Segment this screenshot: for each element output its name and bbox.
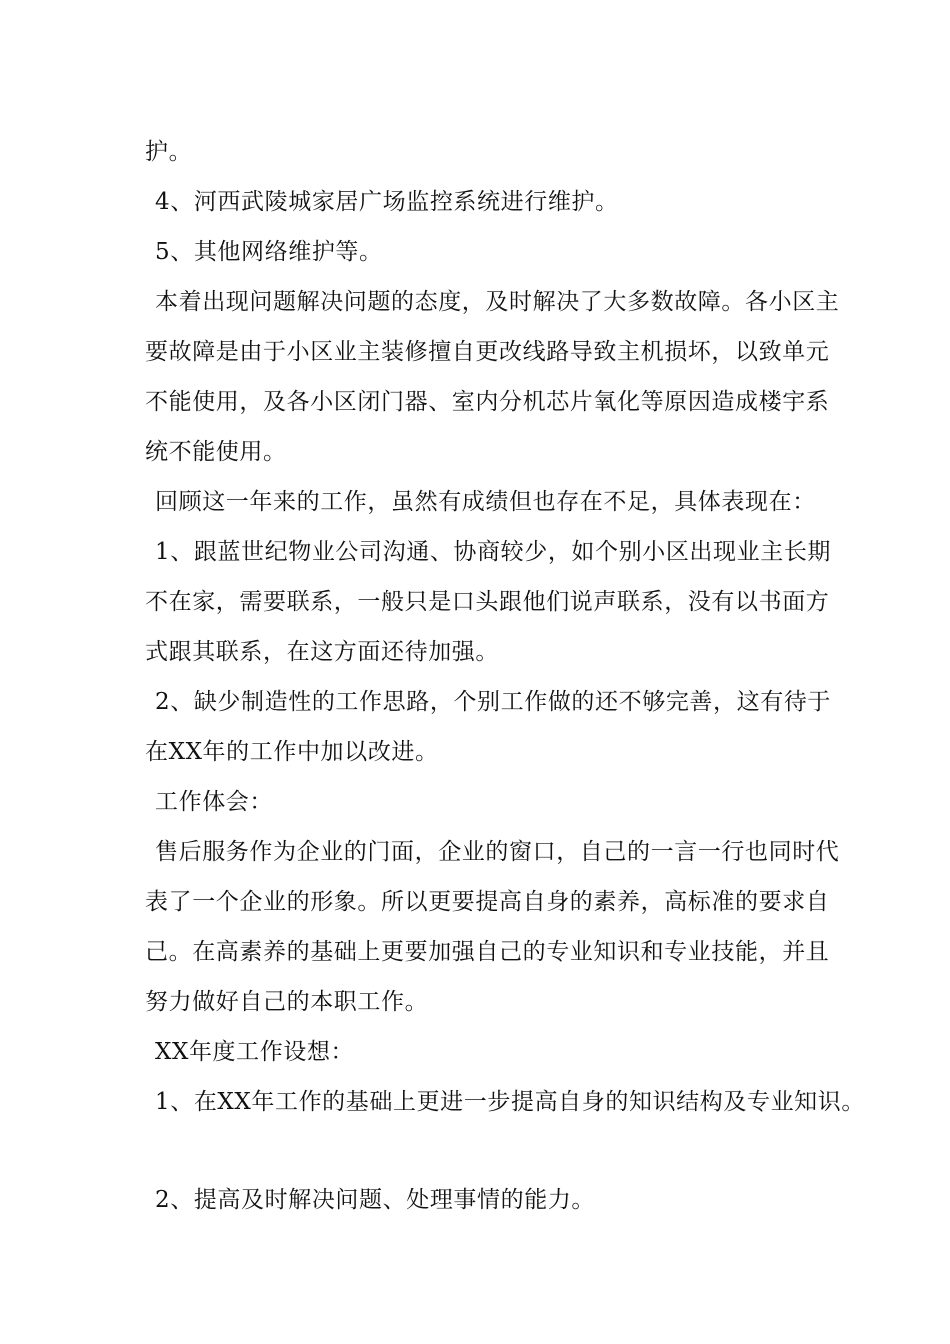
section-heading: XX年度工作设想： [155, 1039, 355, 1065]
section-heading: 工作体会： [155, 789, 273, 815]
text-line: 不在家，需要联系，一般只是口头跟他们说声联系，没有以书面方 [145, 589, 830, 615]
text-line: 回顾这一年来的工作，虽然有成绩但也存在不足，具体表现在： [155, 489, 816, 515]
text-line: 2、提高及时解决问题、处理事情的能力。 [155, 1187, 596, 1213]
text-line: 努力做好自己的本职工作。 [145, 989, 429, 1015]
text-line: 要故障是由于小区业主装修擅自更改线路导致主机损坏，以致单元 [145, 339, 830, 365]
text-line: 1、在XX年工作的基础上更进一步提高自身的知识结构及专业知识。 [155, 1089, 865, 1115]
text-line: 1、跟蓝世纪物业公司沟通、协商较少，如个别小区出现业主长期 [155, 539, 832, 565]
text-line: 2、缺少制造性的工作思路，个别工作做的还不够完善，这有待于 [155, 689, 832, 715]
text-line: 护。 [145, 139, 193, 165]
text-line: 己。在高素养的基础上更要加强自己的专业知识和专业技能，并且 [145, 939, 830, 965]
text-line: 5、其他网络维护等。 [155, 239, 383, 265]
text-line: 表了一个企业的形象。所以更要提高自身的素养，高标准的要求自 [145, 889, 830, 915]
text-line: 售后服务作为企业的门面，企业的窗口，自己的一言一行也同时代 [155, 839, 840, 865]
text-line: 本着出现问题解决问题的态度，及时解决了大多数故障。各小区主 [155, 289, 840, 315]
text-line: 不能使用，及各小区闭门器、室内分机芯片氧化等原因造成楼宇系 [145, 389, 830, 415]
text-line: 统不能使用。 [145, 439, 287, 465]
text-line: 4、河西武陵城家居广场监控系统进行维护。 [155, 189, 619, 215]
text-line: 式跟其联系，在这方面还待加强。 [145, 639, 499, 665]
text-line: 在XX年的工作中加以改进。 [145, 739, 439, 765]
